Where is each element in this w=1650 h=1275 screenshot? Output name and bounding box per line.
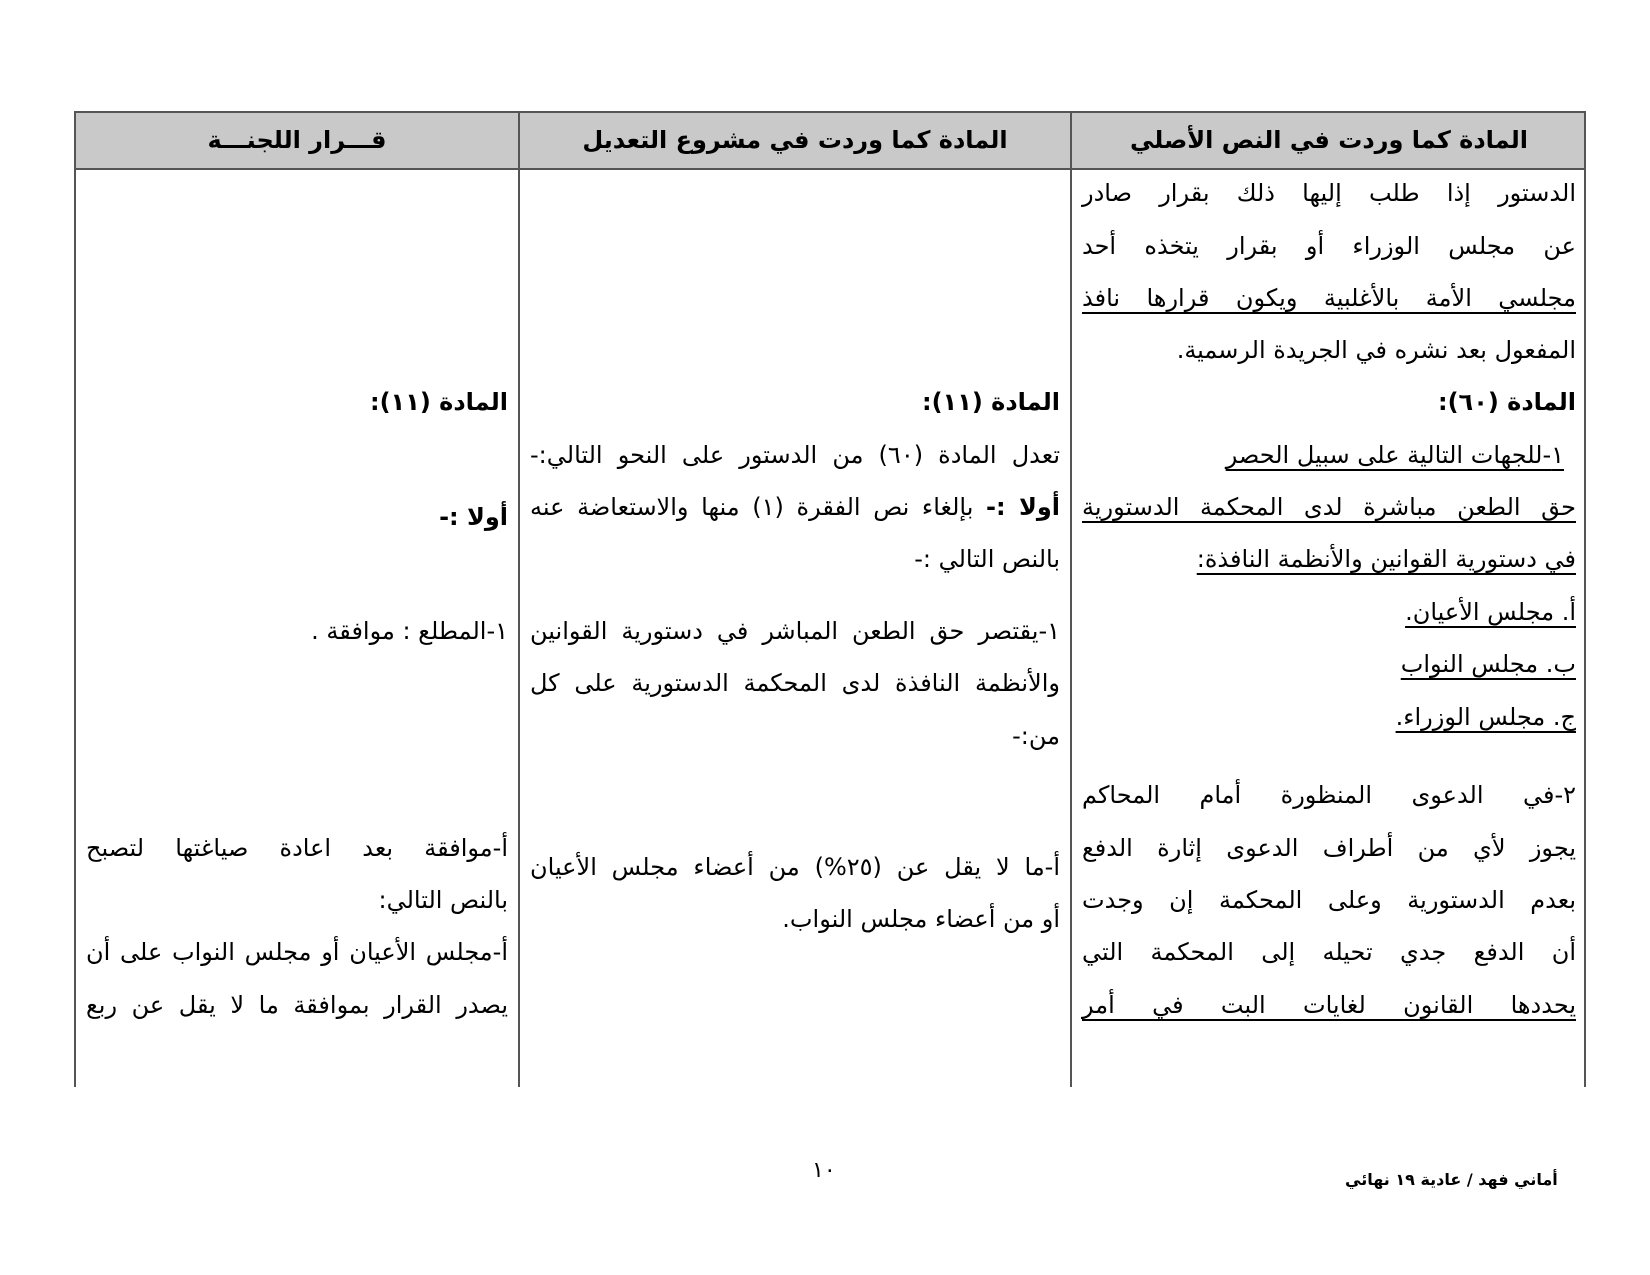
- original-article-heading: المادة (٦٠):: [1437, 388, 1576, 416]
- amendment-line: ١-يقتصر حق الطعن المباشر في دستورية القوانين: [530, 617, 1060, 645]
- committee-line: ١-المطلع : موافقة .: [311, 617, 508, 645]
- original-line: ٢-في الدعوى المنظورة أمام المحاكم: [1082, 781, 1576, 809]
- original-line: المفعول بعد نشره في الجريدة الرسمية.: [1176, 336, 1576, 364]
- amendment-first-label: أولا :-: [986, 493, 1060, 521]
- original-text-column: [1072, 170, 1586, 1087]
- original-line: أ. مجلس الأعيان.: [1405, 598, 1576, 626]
- committee-article-heading: المادة (١١):: [369, 388, 508, 416]
- header-original-text: المادة كما وردت في النص الأصلي: [1130, 126, 1528, 154]
- amendment-line: والأنظمة النافذة لدى المحكمة الدستورية على كل: [530, 669, 1060, 697]
- amendment-line: [530, 490, 1060, 524]
- amendment-line: بالنص التالي :-: [914, 545, 1060, 573]
- original-line: يحددها القانون لغايات البت في أمر: [1082, 991, 1576, 1019]
- original-line: ب. مجلس النواب: [1400, 650, 1576, 678]
- header-committee-decision: قـــرار اللجنـــة: [207, 126, 387, 154]
- original-line: عن مجلس الوزراء أو بقرار يتخذه أحد: [1082, 232, 1576, 260]
- committee-line: بالنص التالي:: [378, 886, 508, 914]
- original-line: يجوز لأي من أطراف الدعوى إثارة الدفع: [1082, 834, 1576, 862]
- committee-line: أ-مجلس الأعيان أو مجلس النواب على أن: [86, 938, 508, 966]
- committee-line: أولا :-: [439, 503, 508, 531]
- original-line: أن الدفع جدي تحيله إلى المحكمة التي: [1082, 938, 1576, 966]
- original-line: مجلسي الأمة بالأغلبية ويكون قرارها نافذ: [1082, 284, 1576, 312]
- amendment-line: أو من أعضاء مجلس النواب.: [782, 905, 1060, 933]
- amendment-line: أ-ما لا يقل عن (٢٥%) من أعضاء مجلس الأعيان: [530, 853, 1060, 881]
- amendment-line: من:-: [1012, 722, 1060, 750]
- original-line: الدستور إذا طلب إليها ذلك بقرار صادر: [1082, 179, 1576, 207]
- committee-line: أ-موافقة بعد اعادة صياغتها لتصبح: [86, 834, 508, 862]
- footer-note: أماني فهد / عادية ١٩ نهائي: [1345, 1170, 1558, 1189]
- committee-decision-column: [76, 170, 518, 1087]
- committee-line: يصدر القرار بموافقة ما لا يقل عن ربع: [86, 991, 508, 1019]
- page-number: ١٠: [812, 1158, 836, 1183]
- amendment-article-heading: المادة (١١):: [921, 388, 1060, 416]
- comparison-table: [74, 111, 1586, 1087]
- original-line: بعدم الدستورية وعلى المحكمة إن وجدت: [1082, 886, 1576, 914]
- header-amendment: المادة كما وردت في مشروع التعديل: [582, 126, 1008, 154]
- original-line: ١-للجهات التالية على سبيل الحصر: [1225, 441, 1564, 469]
- original-line: ج. مجلس الوزراء.: [1395, 703, 1576, 731]
- amendment-column: [520, 170, 1070, 1087]
- amendment-line-text: بإلغاء نص الفقرة (١) منها والاستعاضة عنه: [530, 493, 987, 521]
- original-line: حق الطعن مباشرة لدى المحكمة الدستورية: [1082, 493, 1576, 521]
- amendment-line: تعدل المادة (٦٠) من الدستور على النحو التالي:-: [530, 441, 1061, 469]
- original-line: في دستورية القوانين والأنظمة النافذة:: [1196, 545, 1576, 573]
